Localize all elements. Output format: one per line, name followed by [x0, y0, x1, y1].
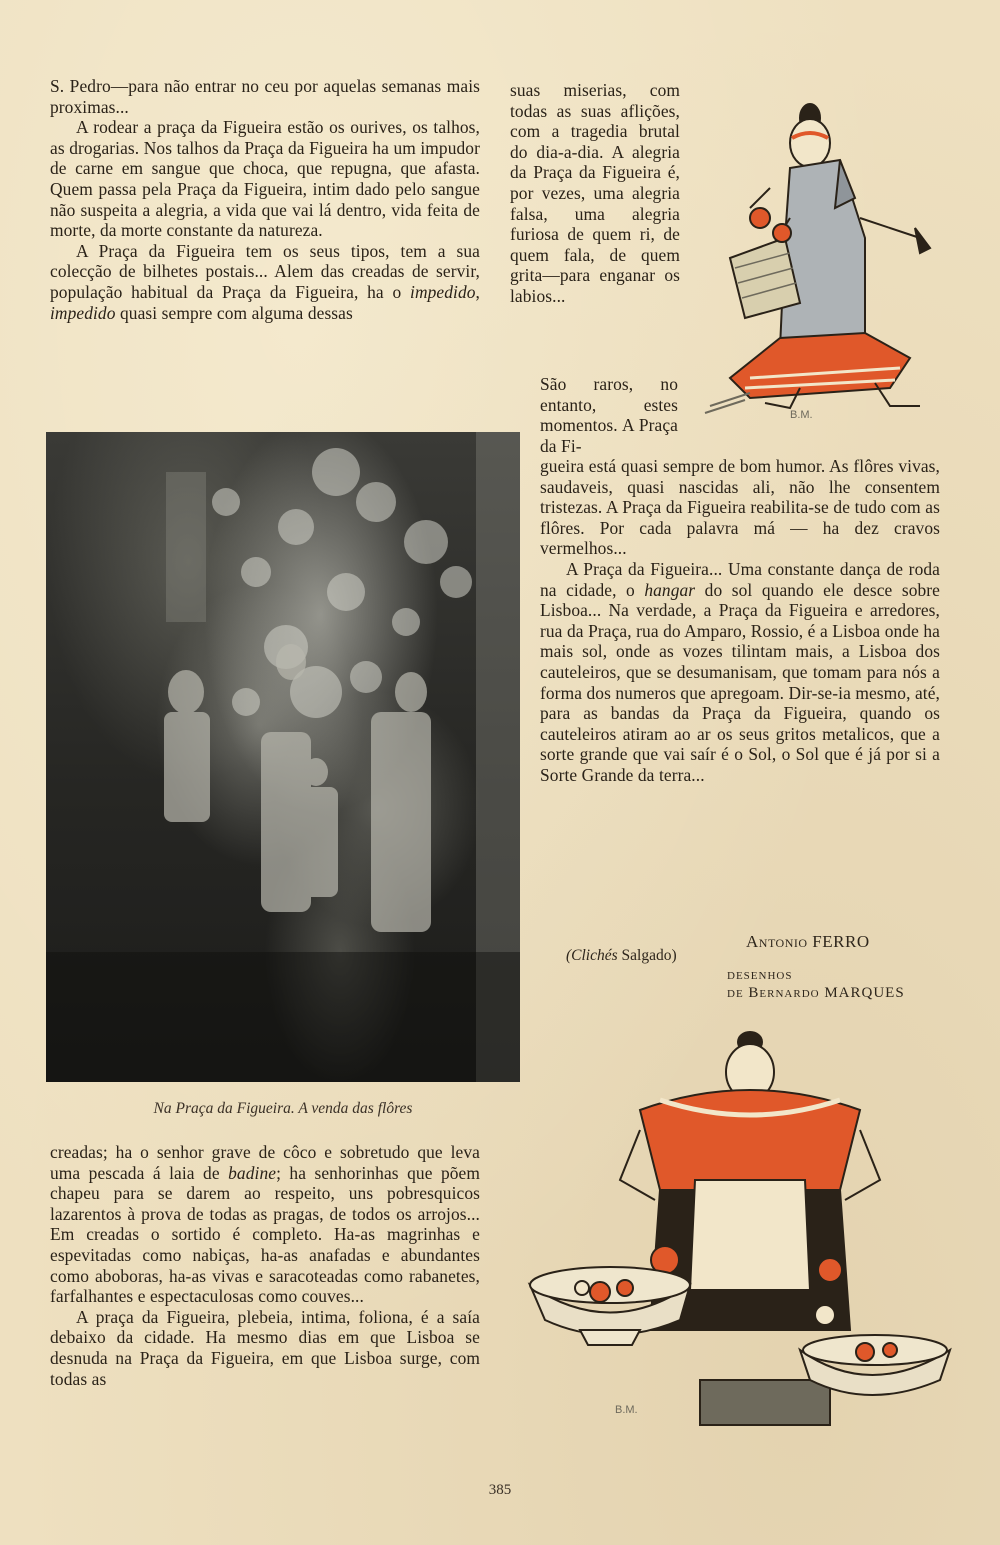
paragraph: gueira está quasi sempre de bom humor. As flôres vivas, saudaveis, quasi nascidas ali, não lhe consentem tristezas. A Praça da Figueira reabilita-se de tudo com as flôres. Por cada palavra má — ha dez cravos vermelhos...: [540, 456, 940, 559]
text-run: A Praça da Figueira tem os seus tipos, tem a sua colecção de bilhetes postais... Alem das creadas de servir, população habitual da Praça da Figueira, ha o: [50, 240, 480, 302]
paragraph: [50, 241, 480, 323]
page-number: 385: [488, 1482, 512, 1498]
text-run: creadas; ha o senhor grave de côco e sobretudo que leva uma pescada á laia de: [50, 1142, 480, 1183]
drawing-signature: B.M.: [615, 1404, 638, 1416]
paragraph: A praça da Figueira, plebeia, intima, foliona, é a saía debaixo da cidade. Ha mesmo dias em que Lisboa se desnuda na Praça da Figueira, em que Lisboa surge, com todas as: [50, 1306, 480, 1389]
paragraph: A rodear a praça da Figueira estão os ourives, os talhos, as drogarias. Nos talhos da Praça da Figueira ha um impudor de carne em sangue que choca, que repugna, que afasta. Quem passa pela Praça da Figueira, intim dado pelo sangue não suspeita a alegria, a vida que vai lá dentro, vida feita de morte, da morte constante da natureza.: [50, 117, 480, 241]
paragraph: S. Pedro—para não entrar no ceu por aquelas semanas mais proximas...: [50, 76, 480, 117]
article-column-right-narrow-2: [540, 374, 678, 456]
cliches-name: Salgado): [621, 947, 677, 964]
paragraph: suas miserias, com todas as suas aflições, com a tragedia brutal do dia-a-dia. A alegria da Praça da Figueira é, por vezes, uma alegria falsa, uma alegria furiosa de quem ri, de quem fala, de quem grita—para enganar os labios...: [510, 80, 680, 306]
drawing-signature: B.M.: [790, 409, 813, 421]
text-run: quasi sempre com alguma dessas: [115, 302, 353, 323]
article-column-left-top: [50, 76, 480, 323]
italic-word: hangar: [644, 579, 696, 600]
fruit-vendor-drawing: [520, 1030, 960, 1440]
drawings-credit-label: DESENHOS: [727, 970, 793, 982]
author-credit: Antonio FERRO: [746, 932, 870, 951]
drawings-credit-name: de Bernardo MARQUES: [727, 985, 905, 1001]
text-run: ,: [475, 281, 480, 302]
article-column-right-narrow: [510, 80, 680, 307]
paragraph: [540, 559, 940, 786]
text-run: do sol quando ele desce sobre Lisboa... Na verdade, a Praça da Figueira e arredores, rua da Praça, rua do Amparo, Rossio, é a Lisboa onde ha mais sol, onde as vozes tilintam mais, a Lisboa dos cauteleiros, que se desumanisam, que tomam para nós a forma dos numeros que apregoam. Dir-se-ia mesmo, até, para as bandas da Praça da Figueira, quando os cauteleiros atiram ao ar os seus gritos metalicos, que a sorte grande que vai saír é o Sol, o Sol que é já por si a Sorte Grande da terra...: [540, 579, 940, 785]
paragraph: São raros, no entanto, estes momentos. A Praça da Fi-: [540, 374, 678, 456]
text-run: A Praça da Figueira... Uma constante dança de roda na cidade, o: [540, 558, 940, 600]
text-run: ; ha senhorinhas que põem chapeu para se darem ao respeito, uns pobresquicos lazarentos à prova de todas as pragas, de todos os arrojos... Em creadas o sortido é completo. Ha-as magrinhas e espevitadas como nabiças, ha-as anafadas e abundantes como aboboras, ha-as vivas e saracoteadas como rabanetes, farfalhantes e espectaculosas como couves...: [50, 1162, 480, 1307]
photo-credit: [566, 947, 677, 965]
photo-caption: Na Praça da Figueira. A venda das flôres: [153, 1100, 413, 1117]
paragraph: [50, 1142, 480, 1307]
article-column-left-bottom: [50, 1142, 480, 1389]
italic-word: impedido: [410, 281, 476, 302]
article-column-right-full: [540, 456, 940, 786]
cliches-label: (Clichés: [566, 947, 618, 964]
flower-market-photo: [46, 432, 520, 1082]
walking-woman-drawing: [690, 88, 950, 428]
italic-word: impedido: [50, 302, 116, 323]
photo-scene: [46, 432, 520, 1082]
italic-word: badine: [228, 1162, 277, 1183]
